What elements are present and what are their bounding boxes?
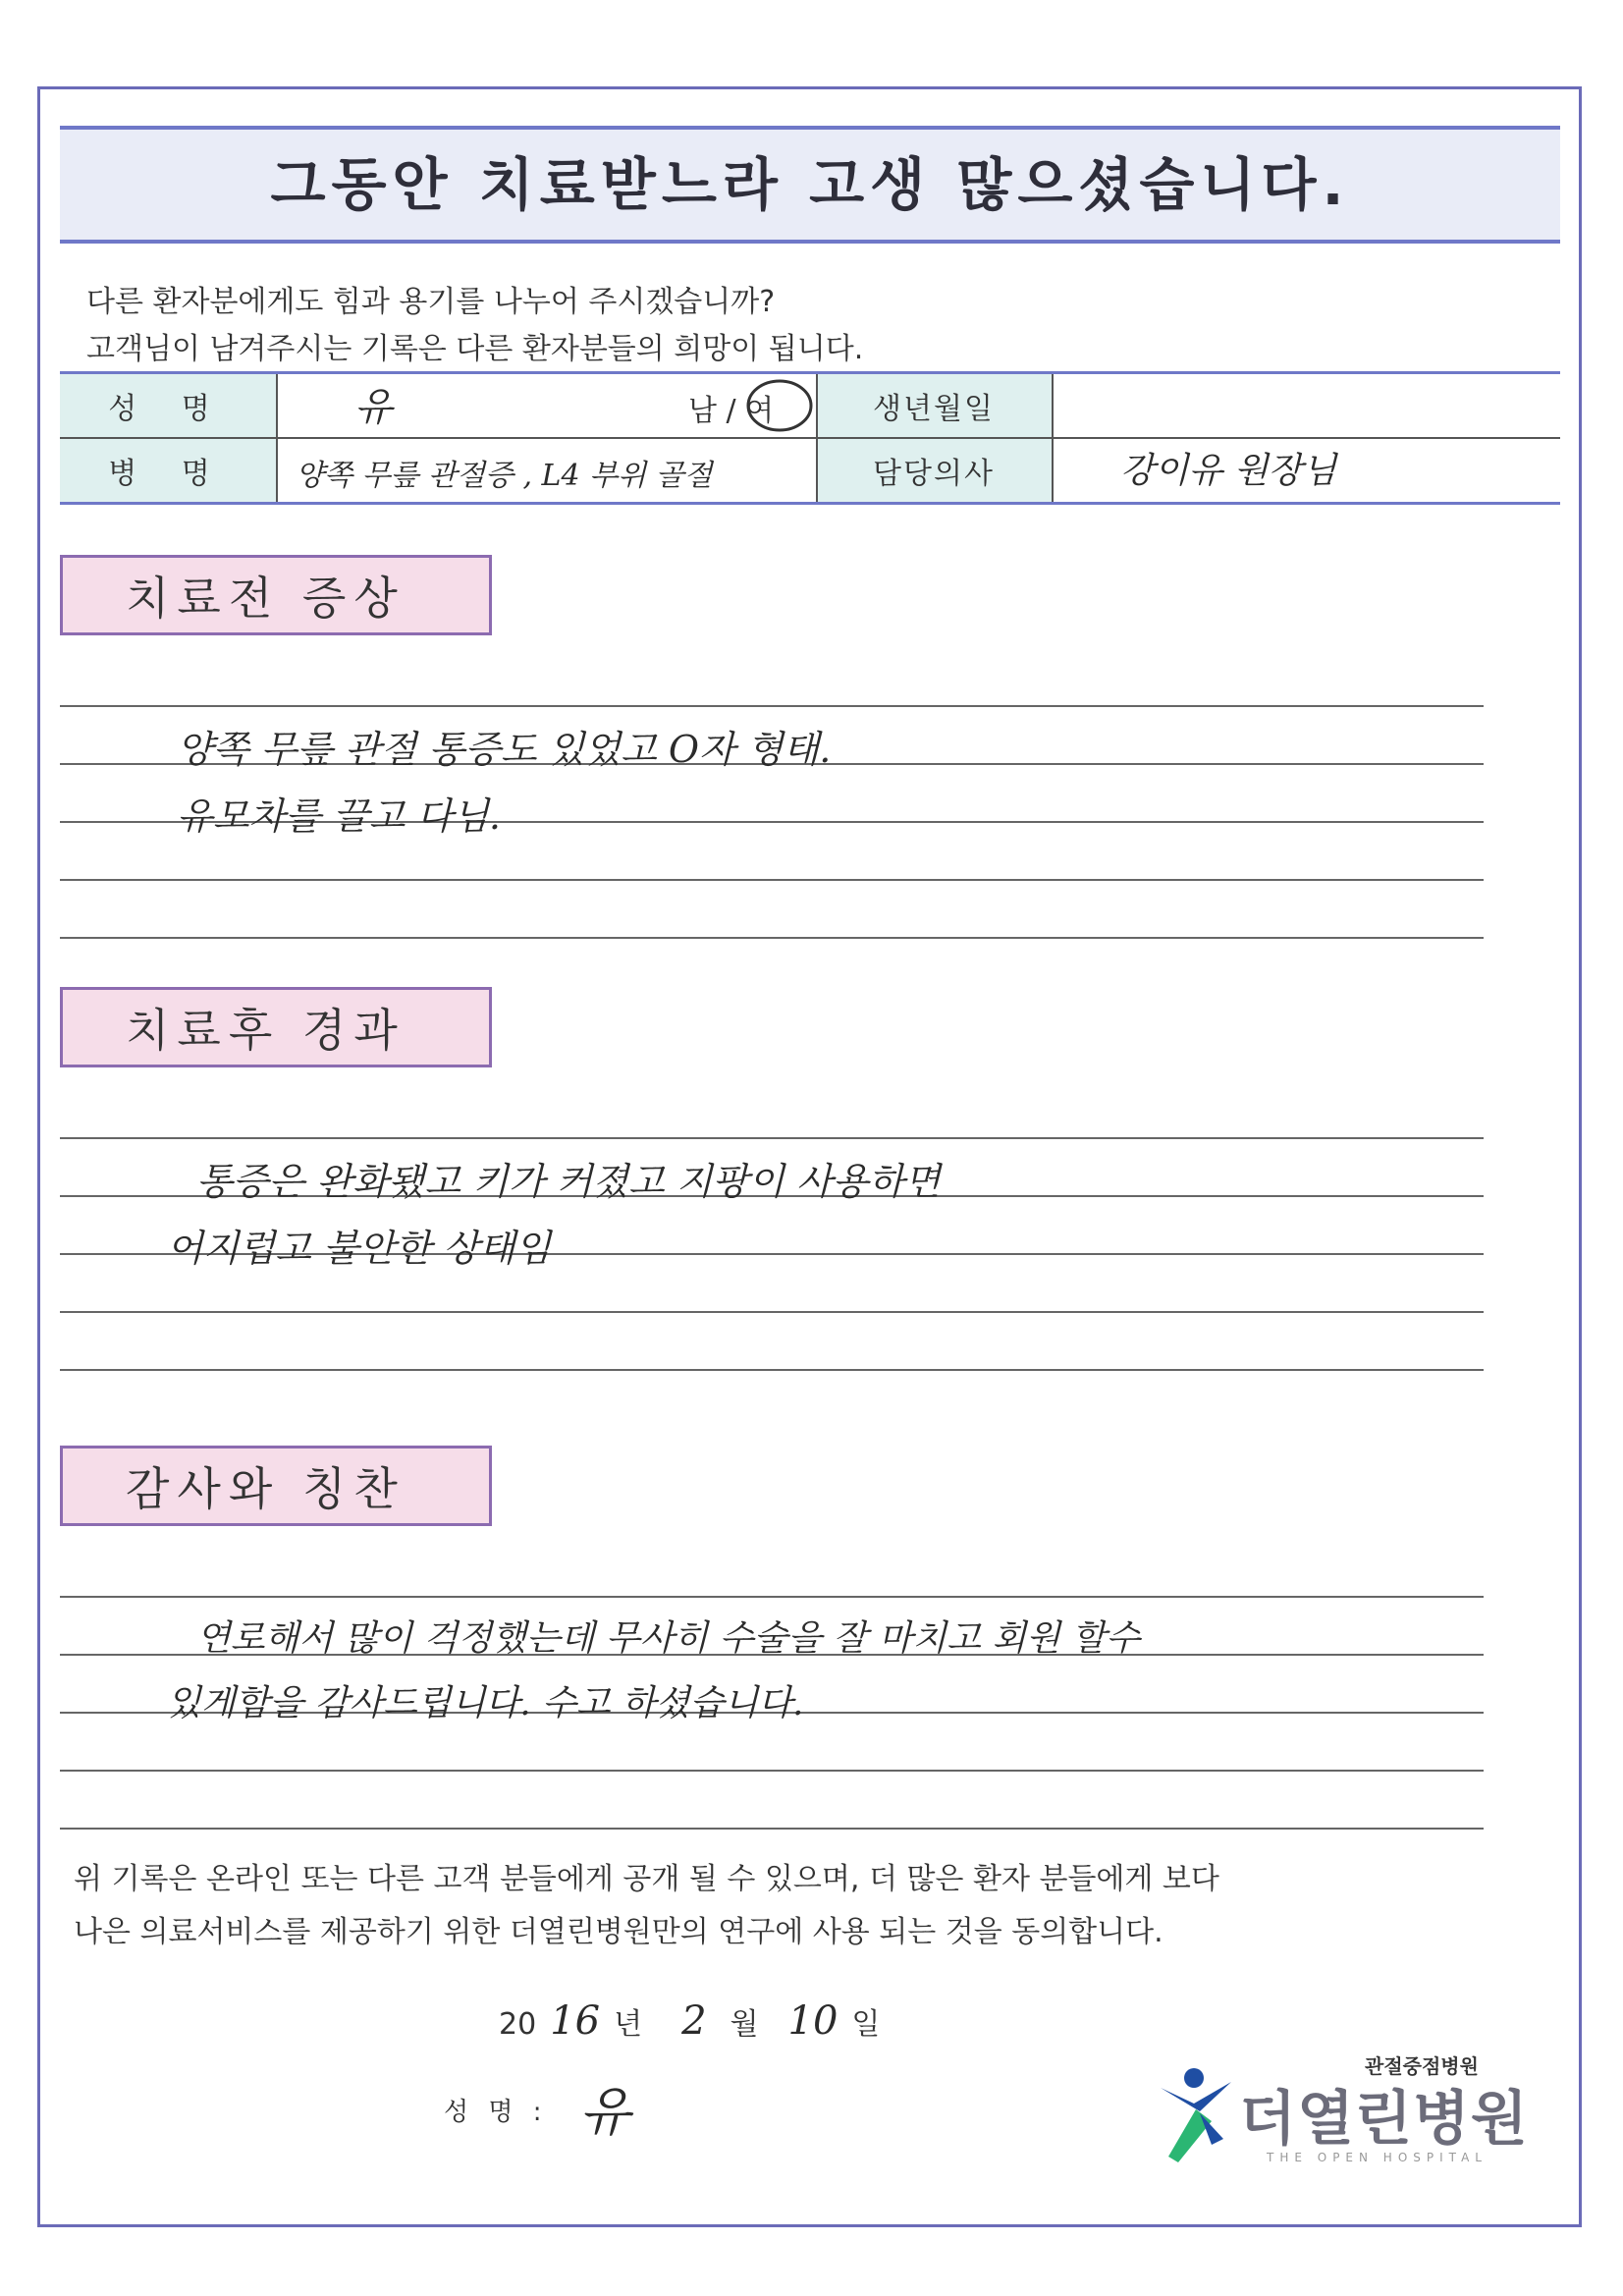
- section-heading-after-treatment: 치료후 경과: [60, 987, 492, 1067]
- name-label: 성 명: [60, 374, 276, 437]
- logo-english-name: THE OPEN HOSPITAL: [1267, 2151, 1488, 2164]
- logo-hospital-name: 더열린병원: [1239, 2085, 1529, 2154]
- doctor-label: 담당의사: [816, 439, 1052, 502]
- before-text-line-2: 유모차를 끌고 다님.: [177, 794, 501, 838]
- thanks-text-line-2: 있게함을 감사드립니다. 수고 하셨습니다.: [167, 1683, 804, 1723]
- doctor-handwritten: 강이유 원장님: [1120, 451, 1337, 491]
- writing-line: [60, 1770, 1484, 1772]
- disease-handwritten: 양쪽 무릎 관절증 , L4 부위 골절: [296, 459, 713, 493]
- consent-line-2: 나은 의료서비스를 제공하기 위한 더열린병원만의 연구에 사용 되는 것을 동의합니다.: [74, 1915, 1163, 1949]
- gender-circle-mark: [742, 376, 821, 435]
- writing-line: [60, 879, 1484, 881]
- hospital-logo-icon: [1155, 2060, 1237, 2168]
- page-title: 그동안 치료받느라 고생 많으셨습니다.: [270, 151, 1350, 218]
- signature-label: 성 명 :: [444, 2098, 548, 2127]
- before-text-line-1: 양쪽 무릎 관절 통증도 있었고 O자 형태.: [177, 728, 832, 771]
- intro-line-1: 다른 환자분에게도 힘과 용기를 나누어 주시겠습니까?: [86, 285, 776, 319]
- intro-line-2: 고객님이 남겨주시는 기록은 다른 환자분들의 희망이 됩니다.: [86, 332, 864, 366]
- writing-line: [60, 937, 1484, 939]
- gender-options: 남 / 여: [688, 394, 775, 428]
- after-text-line-1: 통증은 완화됐고 키가 커졌고 지팡이 사용하면: [196, 1160, 941, 1203]
- logo-tagline: 관절중점병원: [1365, 2054, 1479, 2078]
- writing-line: [60, 1137, 1484, 1139]
- table-divider: [60, 437, 1560, 439]
- date-year-unit: 년: [614, 2007, 643, 2042]
- date-day-handwritten: 10: [787, 1998, 839, 2044]
- date-year-prefix: 20: [499, 2007, 537, 2042]
- date-month-unit: 월: [730, 2007, 759, 2042]
- consent-line-1: 위 기록은 온라인 또는 다른 고객 분들에게 공개 될 수 있으며, 더 많은 환자 분들에게 보다: [74, 1862, 1219, 1896]
- title-band: [60, 126, 1560, 244]
- table-column-line: [276, 374, 278, 502]
- table-column-line: [1052, 374, 1054, 502]
- patient-name-handwritten: 유: [354, 385, 393, 430]
- date-year-handwritten: 16: [550, 1998, 601, 2044]
- thanks-text-line-1: 연로해서 많이 걱정했는데 무사히 수술을 잘 마치고 회원 할수: [196, 1618, 1140, 1659]
- section-heading-thanks: 감사와 칭찬: [60, 1446, 492, 1526]
- section-heading-before-treatment: 치료전 증상: [60, 555, 492, 635]
- date-month-handwritten: 2: [681, 1998, 707, 2044]
- writing-line: [60, 1369, 1484, 1371]
- birth-label: 생년월일: [816, 374, 1052, 437]
- patient-info-table: [60, 371, 1560, 505]
- writing-line: [60, 1311, 1484, 1313]
- date-row: [499, 1998, 880, 2044]
- writing-line: [60, 1596, 1484, 1598]
- writing-line: [60, 705, 1484, 707]
- signature-handwritten: 유: [579, 2081, 631, 2143]
- date-day-unit: 일: [851, 2007, 881, 2042]
- after-text-line-2: 어지럽고 불안한 상태임: [167, 1227, 552, 1270]
- disease-label: 병 명: [60, 439, 276, 502]
- writing-line: [60, 1828, 1484, 1830]
